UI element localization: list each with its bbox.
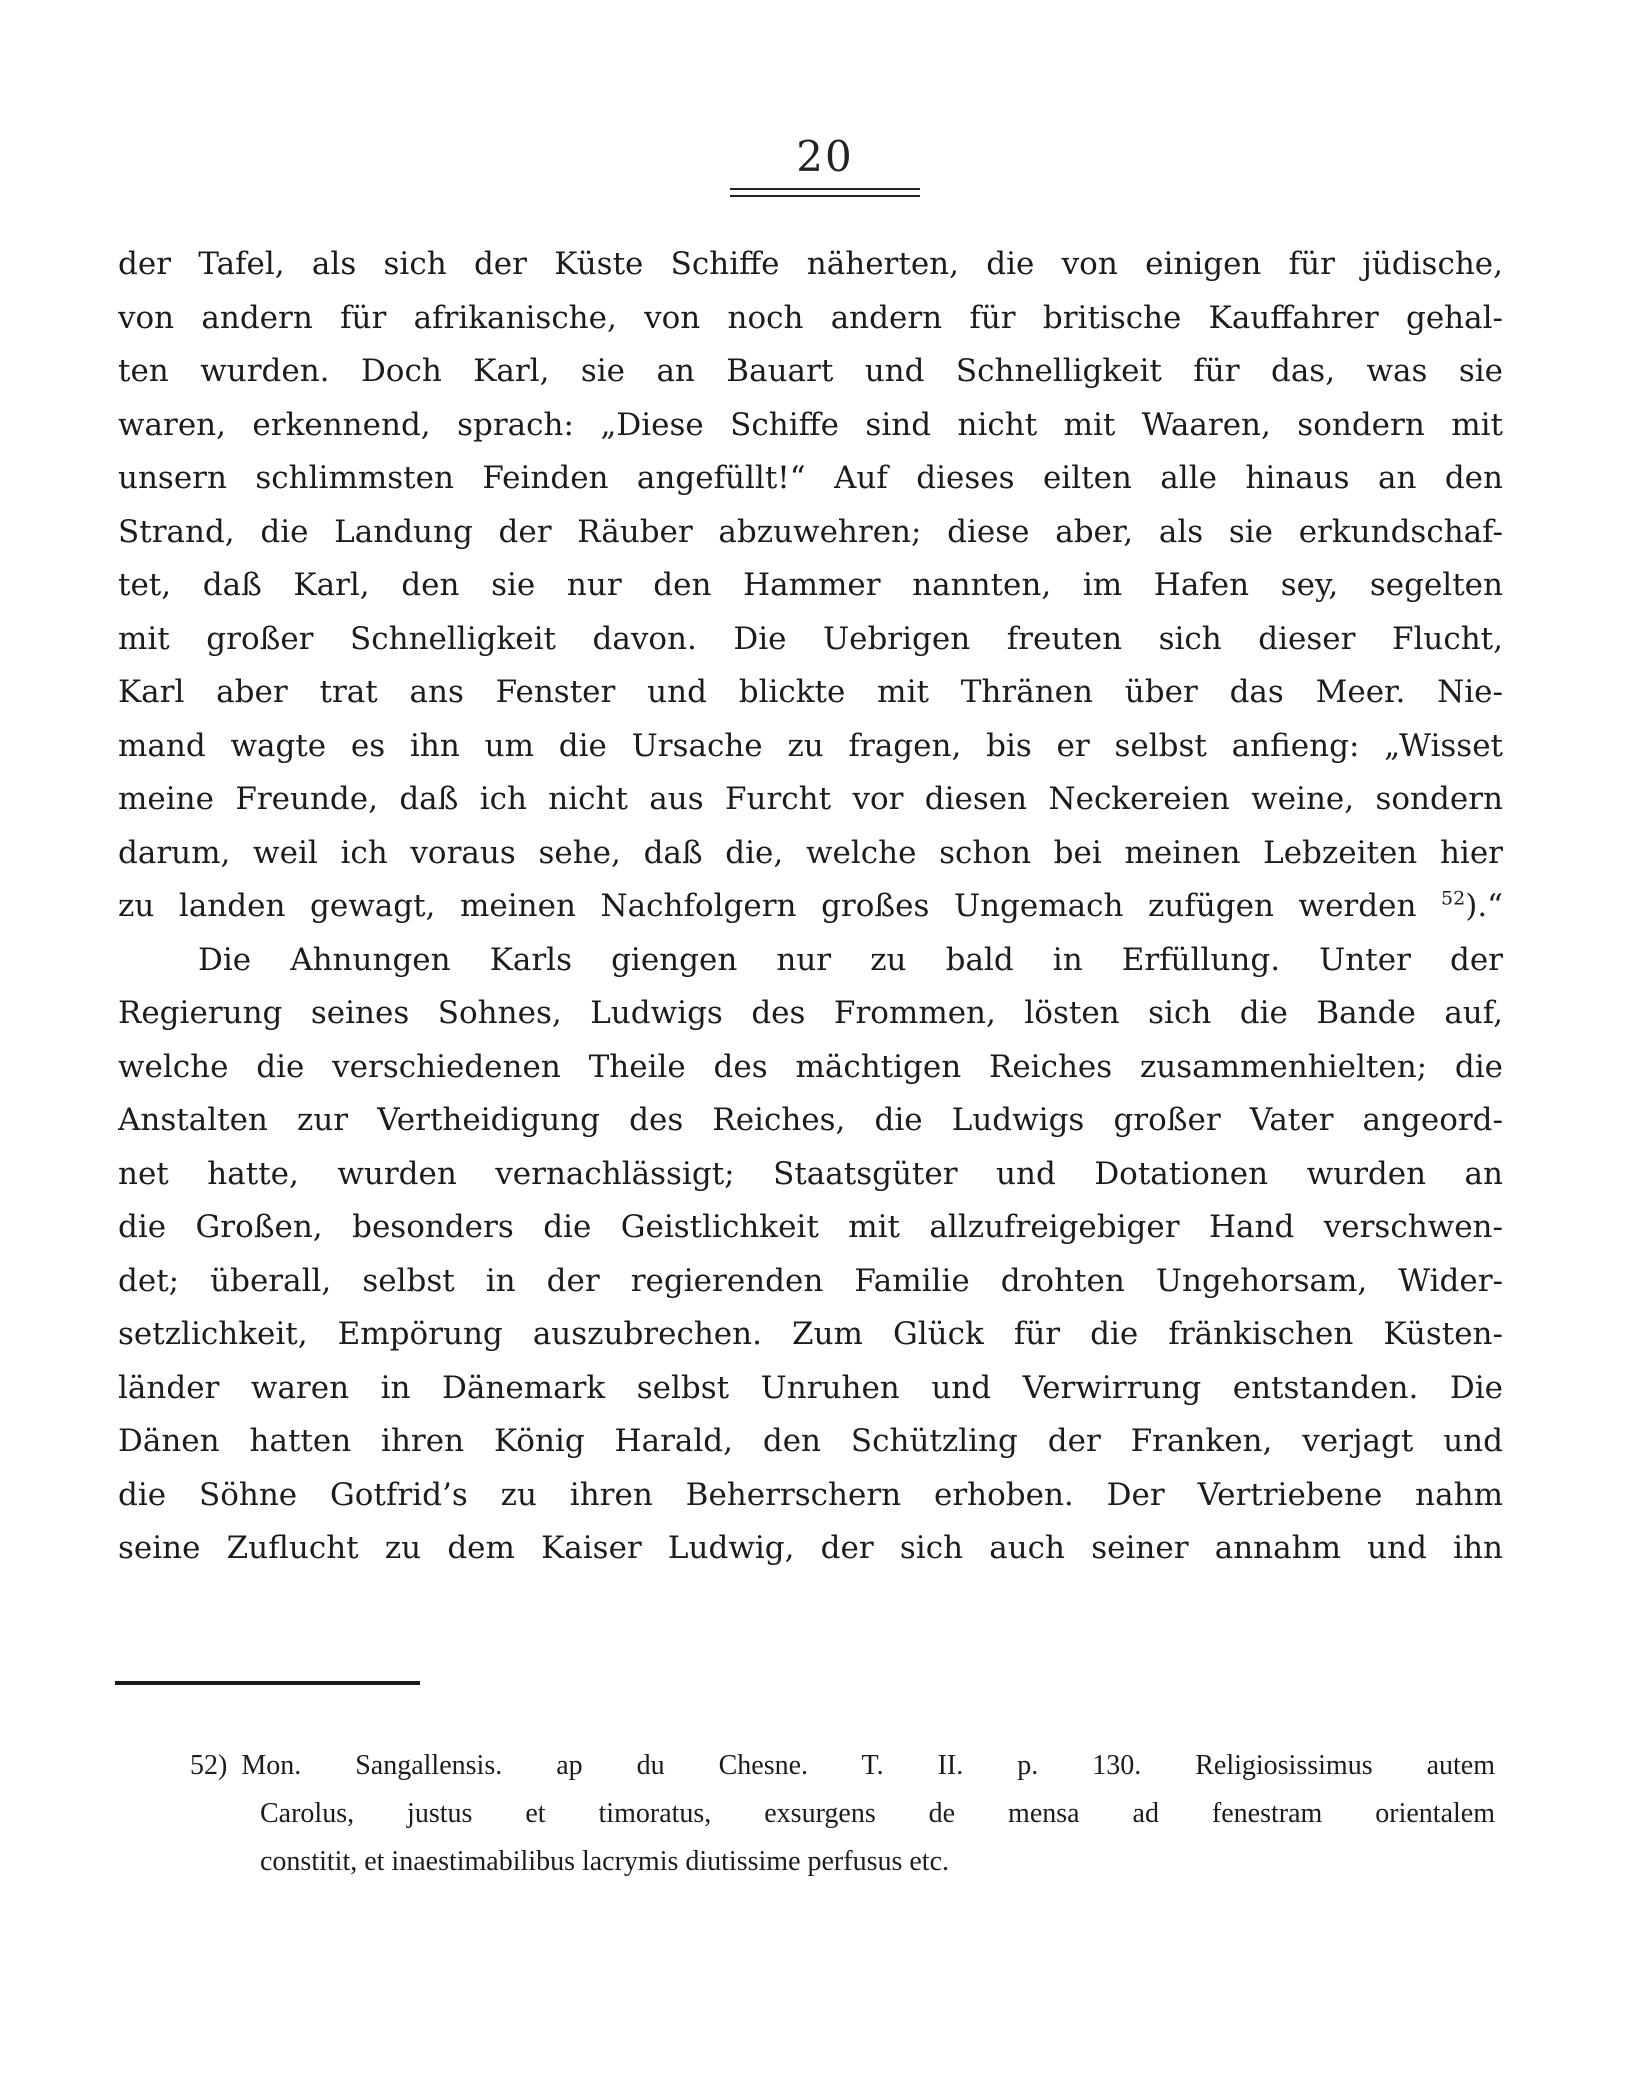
text-line: der Tafel, als sich der Küste Schiffe näherten, die von einigen für jüdische, (118, 246, 1503, 282)
text-line: darum, weil ich voraus sehe, daß die, welche schon bei meinen Lebzeiten hier (118, 834, 1503, 871)
text-line: tet, daß Karl, den sie nur den Hammer nannten, im Hafen sey, segelten (118, 567, 1503, 603)
header-rule (730, 188, 920, 190)
text-line: länder waren in Dänemark selbst Unruhen und Verwirrung entstanden. Die (118, 1369, 1503, 1406)
text-line: det; überall, selbst in der regierenden Familie drohten Ungehorsam, Wider- (118, 1262, 1503, 1299)
text-line: setzlichkeit, Empörung auszubrechen. Zum Glück für die fränkischen Küsten- (118, 1316, 1503, 1352)
text-line: mit großer Schnelligkeit davon. Die Uebrigen freuten sich dieser Flucht, (118, 620, 1503, 657)
footnote-line: constitit, et inaestimabilibus lacrymis diutissime perfusus etc. (260, 1846, 949, 1877)
page-number: 20 (796, 132, 854, 181)
text-line: Strand, die Landung der Räuber abzuwehren; diese aber, als sie erkundschaf- (118, 513, 1503, 550)
header-rule-double (730, 195, 920, 197)
text-line: meine Freunde, daß ich nicht aus Furcht vor diesen Neckereien weine, sondern (118, 781, 1503, 817)
text-line: Regierung seines Sohnes, Ludwigs des Frommen, lösten sich die Bande auf, (118, 995, 1503, 1031)
footnote-reference: 52 (1441, 887, 1466, 910)
text-line: Anstalten zur Vertheidigung des Reiches, die Ludwigs großer Vater angeord- (118, 1102, 1503, 1138)
text-line: von andern für afrikanische, von noch andern für britische Kauffahrer gehal- (118, 299, 1503, 336)
footnote-reference-close: ).“ (1465, 888, 1503, 924)
text-line: welche die verschiedenen Theile des mächtigen Reiches zusammenhielten; die (118, 1048, 1503, 1085)
text-line: mand wagte es ihn um die Ursache zu fragen, bis er selbst anfieng: „Wisset (118, 727, 1503, 764)
text-line: Dänen hatten ihren König Harald, den Schützling der Franken, verjagt und (118, 1423, 1503, 1459)
text-line: seine Zuflucht zu dem Kaiser Ludwig, der sich auch seiner annahm und ihn (118, 1530, 1503, 1566)
text-line: waren, erkennend, sprach: „Diese Schiffe sind nicht mit Waaren, sondern mit (118, 406, 1503, 443)
text-line-content: zu landen gewagt, meinen Nachfolgern großes Ungemach zufügen werden (118, 888, 1417, 924)
text-line: die Großen, besonders die Geistlichkeit mit allzufreigebiger Hand verschwen- (118, 1209, 1503, 1245)
footnote-line (190, 1742, 1495, 1790)
text-line: unsern schlimmsten Feinden angefüllt!“ Auf dieses eilten alle hinaus an den (118, 460, 1503, 496)
footnote (190, 1742, 1495, 1886)
body-text (118, 238, 1503, 1576)
text-line: net hatte, wurden vernachlässigt; Staatsgüter und Dotationen wurden an (118, 1155, 1503, 1192)
text-line: Karl aber trat ans Fenster und blickte mit Thränen über das Meer. Nie- (118, 674, 1503, 710)
text-line: die Söhne Gotfrid’s zu ihren Beherrschern erhoben. Der Vertriebene nahm (118, 1476, 1503, 1513)
paragraph-start-line: Die Ahnungen Karls giengen nur zu bald in Erfüllung. Unter der (198, 941, 1503, 978)
footnote-text: Mon. Sangallensis. ap du Chesne. T. II. p. 130. Religiosissimus autem (241, 1750, 1495, 1781)
footnote-separator (115, 1681, 420, 1685)
footnote-line: Carolus, justus et timoratus, exsurgens de mensa ad fenestram orientalem (260, 1798, 1495, 1829)
text-line: ten wurden. Doch Karl, sie an Bauart und Schnelligkeit für das, was sie (118, 353, 1503, 389)
footnote-label: 52) (190, 1750, 228, 1781)
text-line-with-footnote (118, 880, 1503, 934)
